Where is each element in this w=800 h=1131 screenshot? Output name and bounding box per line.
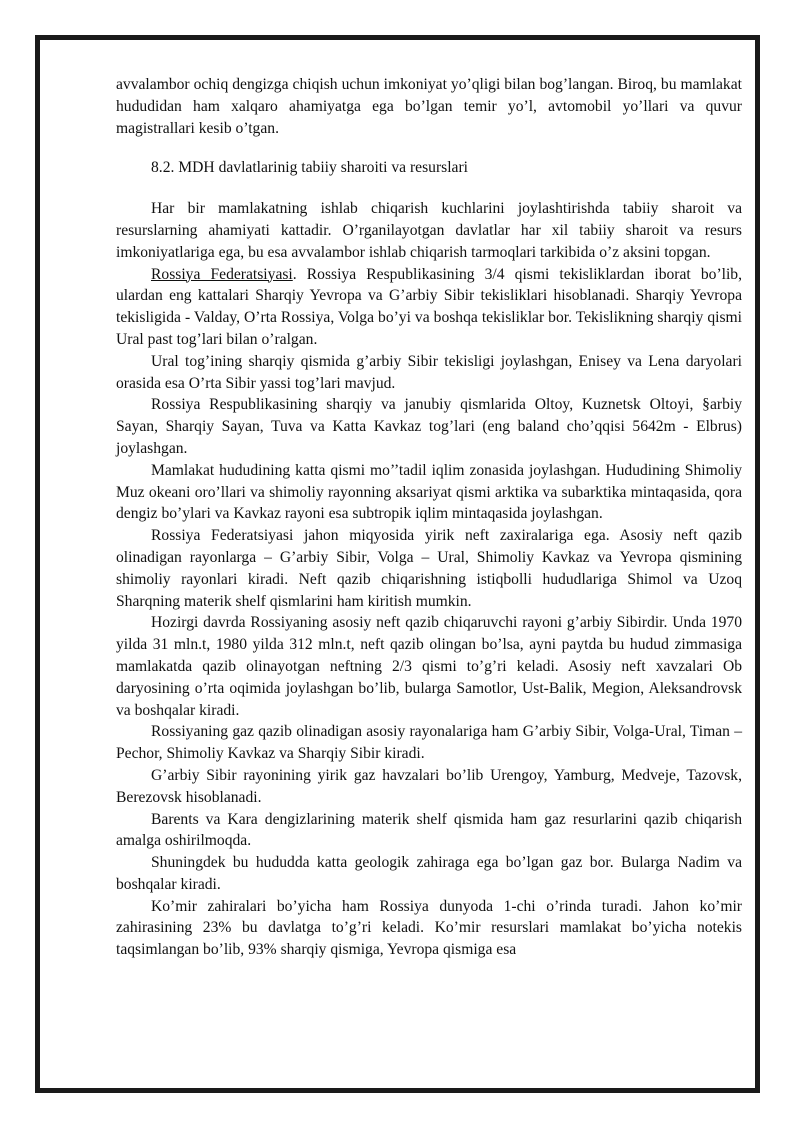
paragraph-2-text: . Rossiya Respublikasining 3/4 qismi tekisliklardan iborat bo’lib, ulardan eng kattalari Sharqiy Yevropa va G’arbiy Sibir tekisliklari hisoblanadi. Sharqiy Yevropa tekisligida - Valday, O’rta Rossiya, Volga bo’yi va boshqa tekisliklar bor. Tekislikning sharqiy qismi Ural past tog’lari bilan o’ralgan. (116, 265, 743, 348)
paragraph-11: Shuningdek bu hududda katta geologik zahiraga ega bo’lgan gaz bor. Bularga Nadim va boshqalar kiradi. (116, 854, 742, 893)
paragraph-6: Rossiya Federatsiyasi jahon miqyosida yirik neft zaxiralariga ega. Asosiy neft qazib olinadigan rayonlarga – G’arbiy Sibir, Volga – Ural, Shimoliy Kavkaz va Yevropa qismining shimoliy rayonlari kiradi. Neft qazib chiqarishning istiqbolli hududlariga Shimol va Uzoq Sharqning materik shelf qismlarini ham kiritish mumkin. (116, 527, 742, 610)
paragraph-3: Ural tog’ining sharqiy qismida g’arbiy Sibir tekisligi joylashgan, Enisey va Lena daryolari orasida esa O’rta Sibir yassi tog’lari mavjud. (116, 352, 742, 392)
paragraph-2 (116, 264, 742, 351)
paragraph-1: Har bir mamlakatning ishlab chiqarish kuchlarini joylashtirishda tabiiy sharoit va resurslarning ahamiyati kattadir. O’rganilayotgan davlatlar har xil tabiiy sharoit va resurs imkoniyatlariga ega, bu esa avvalambor ishlab chiqarish tarmoqlari tarkibida o’z aksini topgan. (116, 200, 742, 261)
paragraph-10: Barents va Kara dengizlarining materik shelf qismida ham gaz resurlarini qazib chiqarish amalga oshirilmoqda. (116, 810, 742, 850)
paragraph-9: G’arbiy Sibir rayonining yirik gaz havzalari bo’lib Urengoy, Yamburg, Medveje, Tazovsk, Berezovsk hisoblanadi. (116, 766, 742, 806)
document-body (116, 74, 742, 961)
paragraph-8: Rossiyaning gaz qazib olinadigan asosiy rayonalariga ham G’arbiy Sibir, Volga-Ural, Timan – Pechor, Shimoliy Kavkaz va Sharqiy Sibir kiradi. (116, 723, 742, 763)
paragraph-12: Ko’mir zahiralari bo’yicha ham Rossiya dunyoda 1-chi o’rinda turadi. Jahon ko’mir zahirasining 23% bu davlatga to’g’ri keladi. Ko’mir resurslari mamlakat bo’yicha notekis taqsimlangan bo’lib, 93% sharqiy qismiga, Yevropa qismiga esa (116, 897, 742, 959)
underlined-term: Rossiya Federatsiyasi (151, 265, 293, 283)
paragraph-4: Rossiya Respublikasining sharqiy va janubiy qismlarida Oltoy, Kuznetsk Oltoyi, §arbiy Sayan, Sharqiy Sayan, Tuva va Katta Kavkaz tog’lari (eng baland cho’qqisi 5642m - Elbrus) joylashgan. (116, 396, 742, 457)
paragraph-7: Hozirgi davrda Rossiyaning asosiy neft qazib chiqaruvchi rayoni g’arbiy Sibirdir. Unda 1970 yilda 31 mln.t, 1980 yilda 312 mln.t, neft qazib olingan bo’lsa, ayni paytda bu hudud zimmasiga mamlakatda qazib olinayotgan neftning 2/3 qismi to’g’ri keladi. Asosiy neft xavzalari Ob daryosining o’rta oqimida joylashgan bo’lib, bularga Samotlor, Ust-Balik, Megion, Aleksandrovsk va boshqalar kiradi. (116, 614, 742, 719)
section-heading: 8.2. MDH davlatlarinig tabiiy sharoiti va resurslari (151, 159, 468, 177)
paragraph-intro: avvalambor ochiq dengizga chiqish uchun imkoniyat yo’qligi bilan bog’langan. Biroq, bu mamlakat hududidan ham xalqaro ahamiyatga ega bo’lgan temir yo’l, avtomobil yo’llari va quvur magistrallari kesib o’tgan. (116, 76, 742, 137)
paragraph-5: Mamlakat hududining katta qismi mo’’tadil iqlim zonasida joylashgan. Hududining Shimoliy Muz okeani oro’llari va shimoliy rayonning aksariyat qismi arktika va subarktika mintaqasida, qora dengiz bo’ylari va Kavkaz rayoni esa subtropik iqlim mintaqasida joylashgan. (116, 461, 742, 523)
